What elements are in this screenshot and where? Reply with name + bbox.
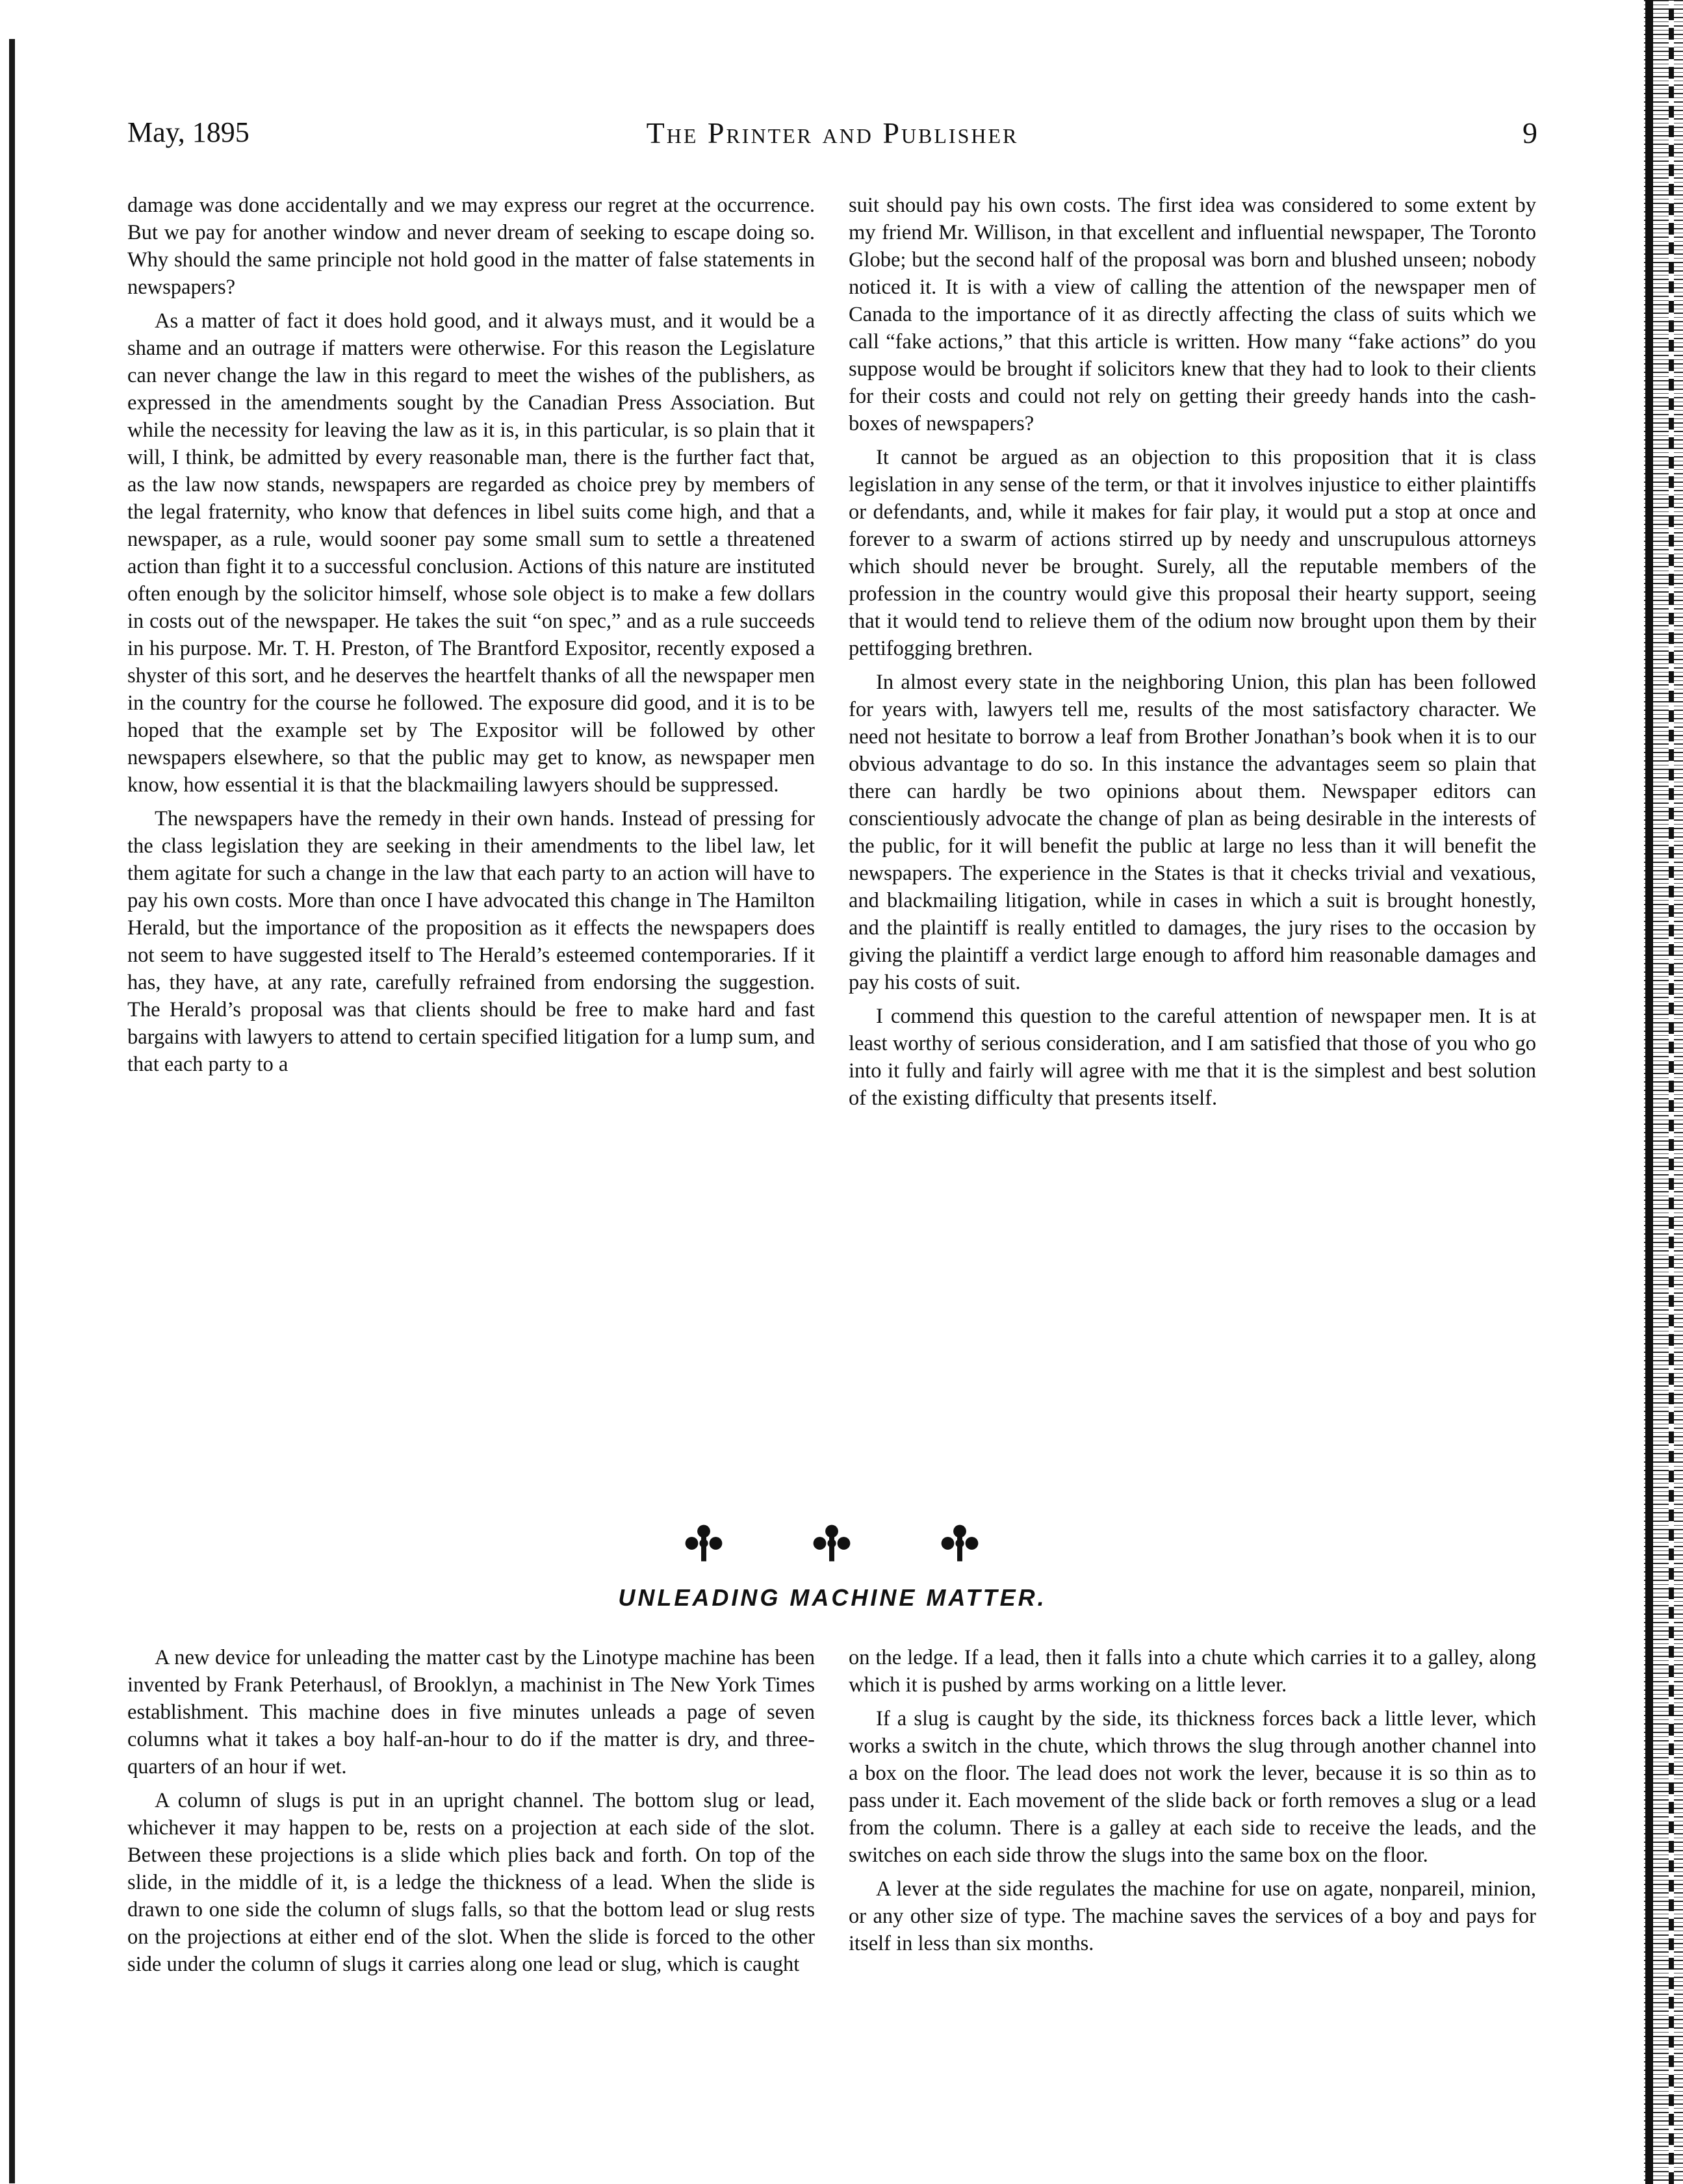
paragraph: As a matter of fact it does hold good, and it always must, and it would be a shame and an outrage if matters were otherwise. For this reason the Legislature can never change the law in this regard to meet the wishes of the publishers, as expressed in the amendments sought by the Canadian Press Association. But while the necessity for leaving the law as it is, in this particular, is so plain that it will, I think, be admitted by every reasonable man, there is the further fact that, as the law now stands, newspapers are regarded as choice prey by members of the legal fraternity, who know that defences in libel suits come high, and that a newspaper, as a rule, would sooner pay some small sum to settle a threatened action than fight it to a successful conclusion. Actions of this nature are instituted often enough by the solicitor himself, whose sole object is to make a few dollars in costs out of the newspaper. He takes the suit “on spec,” and as a rule succeeds in his purpose. Mr. T. H. Preston, of The Brantford Expositor, recently exposed a shyster of this sort, and he deserves the heartfelt thanks of all the newspaper men in the country for the course he followed. The exposure did good, and it is to be hoped that the example set by The Expositor will be followed by other newspapers elsewhere, so that the public may get to know, as newspaper men know, how essential it is that the blackmailing lawyers should be suppressed. [127,309,815,797]
paragraph: If a slug is caught by the side, its thickness forces back a little lever, which works a switch in the chute, which throws the slug through another channel into a box on the floor. The lead does not work the lever, because it is so thin as to pass under it. Each movement of the slide back or forth removes a slug or a lead from the column. There is a galley at each side to receive the leads, and the switches on each side throw the slugs into the same box on the floor. [849,1707,1536,1867]
article2-column-right [849,1644,1536,1957]
scan-right-edge [1644,0,1683,2184]
paragraph: A lever at the side regulates the machine for use on agate, nonpareil, minion, or any other size of type. The machine saves the services of a boy and pays for itself in less than six months. [849,1877,1536,1955]
paragraph: It cannot be argued as an objection to this proposition that it is class legislation in any sense of the term, or that it involves injustice to either plaintiffs or defendants, and, while it makes for fair play, it would put a stop at once and forever to a swarm of actions stirred up by needy and unscrupulous attorneys which should never be brought. Surely, all the reputable members of the profession in the country would give this proposal their hearty support, seeing that it would tend to relieve them of the odium now brought upon them by their pettifogging brethren. [849,446,1536,660]
paragraph: on the ledge. If a lead, then it falls into a chute which carries it to a galley, along which it is pushed by arms working on a little lever. [849,1646,1536,1697]
paragraph: In almost every state in the neighboring Union, this plan has been followed for years with, lawyers tell me, results of the most satisfactory character. We need not hesitate to borrow a leaf from Brother Jonathan’s book when it is to our obvious advantage to do so. In this instance the advantages seem so plain that there can hardly be two opinions about them. Newspaper editors can conscientiously advocate the change of plan as being desirable in the interests of the public, for it will benefit the public at large no less than it will benefit the newspapers. The experience in the States is that it checks trivial and vexatious, and blackmailing litigation, while in cases in which a suit is brought honestly, and the plaintiff is really entitled to damages, the jury rises to the occasion by giving the plaintiff a verdict large enough to afford him reasonable damages and pay his costs of suit. [849,671,1536,994]
publication-title: The Printer and Publisher [646,116,1019,149]
scan-left-edge [9,39,15,2183]
article-column-right [849,192,1536,1112]
cross-fleuron-icon [810,1522,853,1565]
paragraph: A column of slugs is put in an upright channel. The bottom slug or lead, whichever it may happen to be, rests on a projection at each side of the slot. Between these projections is a slide which plies back and forth. On top of the slide, in the middle of it, is a ledge the thickness of a lead. When the slide is drawn to one side the column of slugs falls, so that the bottom lead or slug rests on the projections at either end of the slot. When the slide is forced to the other side under the column of slugs it carries along one lead or slug, which is caught [127,1789,815,1976]
page-number: 9 [1522,116,1537,149]
paragraph: I commend this question to the careful attention of newspaper men. It is at least worthy of serious consideration, and I am satisfied that those of you who go into it fully and fairly will agree with me that it is the simplest and best solution of the existing difficulty that presents itself. [849,1005,1536,1110]
section-divider [682,1517,981,1569]
cross-fleuron-icon [938,1522,981,1565]
paragraph: The newspapers have the remedy in their own hands. Instead of pressing for the class legislation they are seeking in their amendments to the libel law, let them agitate for such a change in the law that each party to an action will have to pay his own costs. More than once I have advocated this change in The Hamilton Herald, but the importance of the proposition as it effects the newspapers does not seem to have suggested itself to The Herald’s esteemed contemporaries. If it has, they have, at any rate, carefully refrained from endorsing the suggestion. The Herald’s proposal was that clients should be free to make hard and fast bargains with lawyers to attend to certain specified litigation for a lump sum, and that each party to a [127,807,815,1076]
article-column-left [127,192,815,1078]
paragraph: damage was done accidentally and we may express our regret at the occurrence. But we pay for another window and never dream of seeking to escape doing so. Why should the same principle not hold good in the matter of false statements in newspapers? [127,194,815,299]
article2-column-left [127,1644,815,1978]
issue-date: May, 1895 [127,116,250,148]
running-head [127,116,1537,161]
paragraph: A new device for unleading the matter cast by the Linotype machine has been invented by Frank Peterhausl, of Brooklyn, a machinist in The New York Times establishment. This machine does in five minutes unleads a page of seven columns what it takes a boy half-an-hour to do if the matter is dry, and three-quarters of an hour if wet. [127,1646,815,1779]
paragraph: suit should pay his own costs. The first idea was considered to some extent by my friend Mr. Willison, in that excellent and influential newspaper, The Toronto Globe; but the second half of the proposal was born and blushed unseen; nobody noticed it. It is with a view of calling the attention of the newspaper men of Canada to the importance of it as directly affecting the class of suits which we call “fake actions,” that this article is written. How many “fake actions” do you suppose would be brought if solicitors knew that they had to look to their clients for their costs and could not rely on getting their greedy hands into the cash-boxes of newspapers? [849,194,1536,435]
article-heading: UNLEADING MACHINE MATTER. [618,1584,1047,1611]
cross-fleuron-icon [682,1522,725,1565]
